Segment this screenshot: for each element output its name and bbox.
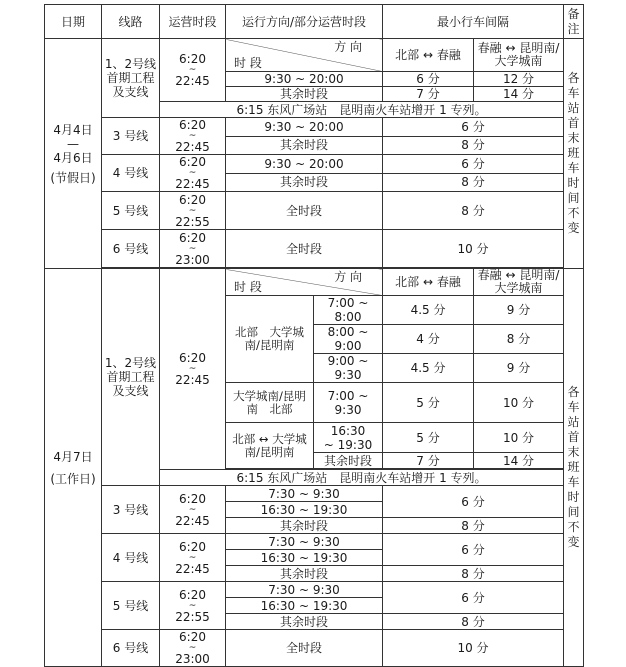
workday-line12-g1-period-1: 7:00 ~ 8:00 [314,296,383,325]
workday-line6-name: 6 号线 [102,630,160,667]
header-direction: 运行方向/部分运营时段 [226,5,383,39]
header-interval: 最小行车间隔 [383,5,564,39]
workday-line3-period-2: 16:30 ~ 19:30 [226,502,383,518]
workday-line12-g1-period-2: 8:00 ~ 9:00 [314,325,383,354]
holiday-line5-start: 6:20 [179,192,206,207]
workday-line4-end: 22:45 [175,561,210,576]
holiday-line6-end: 23:00 [175,252,210,267]
holiday-line12-dir-b: 春融 ↔ 昆明南/大学城南 [474,39,564,72]
holiday-line6-tilde: ~ [188,243,197,254]
workday-line4-hours [160,534,226,582]
holiday-line12-b-1: 12 分 [474,72,564,87]
holiday-line4-period-2: 其余时段 [226,173,383,192]
holiday-line12-tilde: ~ [188,65,197,75]
workday-line6-end: 23:00 [175,652,210,666]
holiday-line12-b-2: 14 分 [474,87,564,102]
holiday-date-label: (节假日) [50,170,96,185]
table-row [45,155,584,174]
holiday-line3-tilde: ~ [188,131,197,141]
workday-line12-end: 22:45 [175,373,210,387]
holiday-line4-end: 22:45 [175,177,210,191]
workday-line5-period-3: 其余时段 [226,614,383,630]
holiday-line5-name: 5 号线 [102,192,160,230]
holiday-line3-interval-2: 8 分 [383,136,564,155]
holiday-line3-name: 3 号线 [102,118,160,155]
holiday-line5-tilde: ~ [188,205,197,216]
workday-line12-dir-b: 春融 ↔ 昆明南/大学城南 [474,269,564,296]
holiday-line4-interval-1: 6 分 [383,155,564,174]
table-row [45,269,584,296]
workday-line5-hours [160,582,226,630]
holiday-line12-diag-top: 方 向 [334,40,363,54]
header-line: 线路 [102,5,160,39]
workday-line12-g2-a-1: 5 分 [383,383,474,423]
workday-line5-end: 22:55 [175,609,210,624]
holiday-line12-a-2: 7 分 [383,87,474,102]
workday-line3-start: 6:20 [179,491,206,506]
table-row [45,630,584,667]
holiday-line12-diag [226,39,383,72]
workday-line12-rest-period: 其余时段 [314,453,383,469]
table-row [45,118,584,137]
holiday-line3-end: 22:45 [175,140,210,154]
workday-line12-rest-b: 14 分 [474,453,564,469]
workday-line4-start: 6:20 [179,539,206,554]
workday-line4-peak-interval: 6 分 [383,534,564,566]
holiday-line6-hours [160,230,226,268]
workday-line12-g1-b-3: 9 分 [474,354,564,383]
holiday-line12-period-2: 其余时段 [226,87,383,102]
workday-line12-extra: 6:15 东风广场站 昆明南火车站增开 1 专列。 [160,470,564,486]
workday-line6-interval: 10 分 [383,630,564,667]
workday-line4-rest-interval: 8 分 [383,566,564,582]
workday-line5-tilde: ~ [188,600,197,611]
workday-line6-start: 6:20 [179,630,206,644]
workday-line5-rest-interval: 8 分 [383,614,564,630]
holiday-line5-period: 全时段 [226,192,383,230]
holiday-line5-end: 22:55 [175,214,210,229]
workday-line12-g1-a-2: 4 分 [383,325,474,354]
workday-line6-period: 全时段 [226,630,383,667]
workday-line12-g1-a-1: 4.5 分 [383,296,474,325]
holiday-line4-hours [160,155,226,192]
table-row [45,39,584,72]
holiday-line3-start: 6:20 [179,118,206,132]
workday-line12-g2-period-1: 7:00 ~ 9:30 [314,383,383,423]
header-date: 日期 [45,5,102,39]
workday-note-cell [564,269,584,667]
workday-note: 各车站首末班车时间不变 [567,385,580,549]
table-row [45,230,584,268]
workday-date: 4月7日 [53,449,93,464]
workday-line12-g3-period-1: 16:30 ~ 19:30 [314,423,383,453]
holiday-line6-period: 全时段 [226,230,383,268]
workday-line3-name: 3 号线 [102,486,160,534]
workday-line12-rest-a: 7 分 [383,453,474,469]
workday-line5-start: 6:20 [179,587,206,602]
holiday-line3-interval-1: 6 分 [383,118,564,137]
header-hours: 运营时段 [160,5,226,39]
holiday-line12-a-1: 6 分 [383,72,474,87]
header-note-text: 备注 [567,6,580,36]
workday-line5-name: 5 号线 [102,582,160,630]
holiday-date-start: 4月4日 [53,122,93,137]
workday-line12-group-1: 北部 大学城南/昆明南 [226,296,314,383]
workday-line3-period-1: 7:30 ~ 9:30 [226,486,383,502]
workday-line4-period-3: 其余时段 [226,566,383,582]
holiday-line6-start: 6:20 [179,230,206,245]
workday-line12-diag [226,269,383,296]
holiday-line4-interval-2: 8 分 [383,173,564,192]
holiday-line3-period-2: 其余时段 [226,136,383,155]
workday-date-label: (工作日) [50,471,96,486]
workday-line12-name: 1、2号线首期工程及支线 [102,269,160,486]
holiday-date-sep: — [67,136,79,151]
holiday-note: 各车站首末班车时间不变 [567,71,580,235]
workday-line4-period-1: 7:30 ~ 9:30 [226,534,383,550]
workday-line12-tilde: ~ [188,364,197,374]
holiday-line4-period-1: 9:30 ~ 20:00 [226,155,383,174]
workday-line12-diag-top: 方 向 [334,270,363,284]
header-row [45,5,584,39]
holiday-line12-start: 6:20 [179,52,206,66]
workday-line5-period-1: 7:30 ~ 9:30 [226,582,383,598]
holiday-line5-hours [160,192,226,230]
holiday-line12-diag-bottom: 时 段 [234,56,262,70]
workday-line12-g1-period-3: 9:00 ~ 9:30 [314,354,383,383]
holiday-line6-name: 6 号线 [102,230,160,268]
workday-line12-diag-bottom: 时 段 [234,280,262,294]
workday-line12-group-3: 北部 ↔ 大学城南/昆明南 [226,423,314,469]
holiday-line12-name: 1、2号线首期工程及支线 [102,39,160,118]
holiday-date-end: 4月6日 [53,150,93,165]
holiday-line12-dir-a: 北部 ↔ 春融 [383,39,474,72]
workday-line4-tilde: ~ [188,552,197,563]
workday-line4-name: 4 号线 [102,534,160,582]
holiday-line3-period-1: 9:30 ~ 20:00 [226,118,383,137]
header-note [564,5,584,39]
workday-line12-hours [160,269,226,470]
workday-line3-period-3: 其余时段 [226,518,383,534]
workday-line12-g3-a-1: 5 分 [383,423,474,453]
workday-line12-g2-b-1: 10 分 [474,383,564,423]
holiday-line3-hours [160,118,226,155]
holiday-line5-interval: 8 分 [383,192,564,230]
workday-line6-hours [160,630,226,667]
workday-line12-g3-b-1: 10 分 [474,423,564,453]
holiday-note-cell [564,39,584,269]
workday-line5-period-2: 16:30 ~ 19:30 [226,598,383,614]
workday-line6-tilde: ~ [188,643,197,653]
workday-line12-g1-b-2: 8 分 [474,325,564,354]
workday-line12-dir-a: 北部 ↔ 春融 [383,269,474,296]
holiday-line12-extra: 6:15 东风广场站 昆明南火车站增开 1 专列。 [160,102,564,118]
holiday-line12-hours [160,39,226,102]
table-row [45,582,584,598]
table-row [45,534,584,550]
workday-date-cell [45,269,102,667]
workday-line3-hours [160,486,226,534]
workday-line12-group-2: 大学城南/昆明南 北部 [226,383,314,423]
holiday-line4-name: 4 号线 [102,155,160,192]
holiday-line4-tilde: ~ [188,168,197,178]
workday-line5-peak-interval: 6 分 [383,582,564,614]
workday-line12-start: 6:20 [179,351,206,365]
holiday-line6-interval: 10 分 [383,230,564,268]
workday-line4-period-2: 16:30 ~ 19:30 [226,550,383,566]
workday-line3-end: 22:45 [175,513,210,528]
table-row [45,486,584,502]
holiday-date-cell [45,39,102,269]
schedule-table [44,4,584,667]
workday-line3-peak-interval: 6 分 [383,486,564,518]
holiday-line12-end: 22:45 [175,74,210,88]
workday-line3-rest-interval: 8 分 [383,518,564,534]
workday-line3-tilde: ~ [188,504,197,515]
workday-line12-g1-a-3: 4.5 分 [383,354,474,383]
holiday-line4-start: 6:20 [179,155,206,169]
holiday-line12-period-1: 9:30 ~ 20:00 [226,72,383,87]
table-row [45,192,584,230]
workday-line12-g1-b-1: 9 分 [474,296,564,325]
